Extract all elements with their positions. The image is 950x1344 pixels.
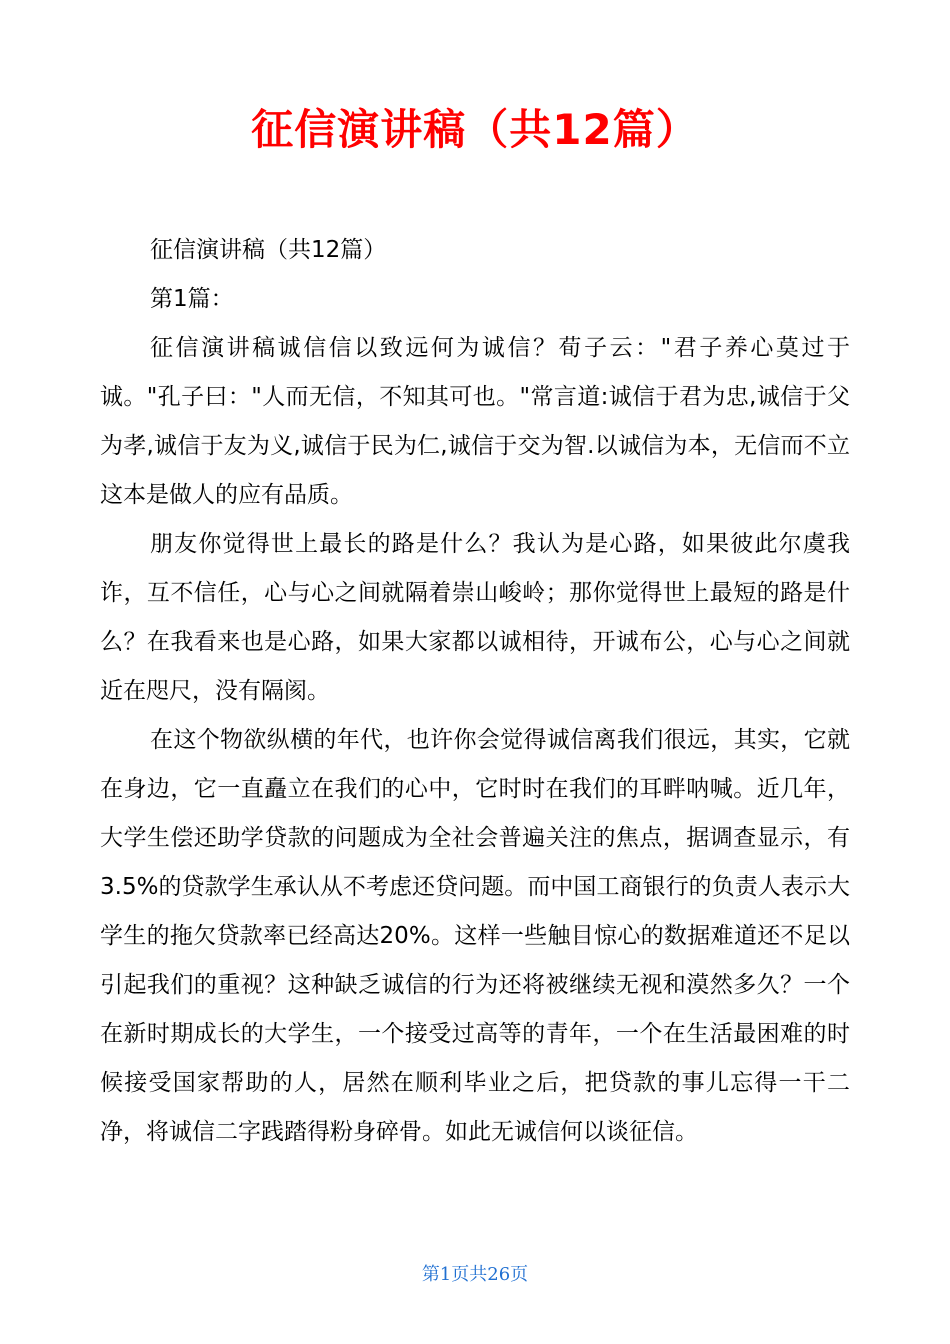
document-body xyxy=(100,226,850,1157)
page-number-footer: 第1页共26页 xyxy=(421,1264,529,1285)
section-heading: 第1篇： xyxy=(150,286,234,312)
body-paragraph: 在这个物欲纵横的年代，也许你会觉得诚信离我们很远，其实，它就在身边，它一直矗立在我们的心中，它时时在我们的耳畔呐喊。近几年，大学生偿还助学贷款的问题成为全社会普遍关注的焦点，据调查显示，有3.5%的贷款学生承认从不考虑还贷问题。而中国工商银行的负责人表示大学生的拖欠贷款率已经高达20%。这样一些触目惊心的数据难道还不足以引起我们的重视？这种缺乏诚信的行为还将被继续无视和漠然多久？一个在新时期成长的大学生，一个接受过高等的青年，一个在生活最困难的时候接受国家帮助的人，居然在顺利毕业之后，把贷款的事儿忘得一干二净，将诚信二字践踏得粉身碎骨。如此无诚信何以谈征信。 xyxy=(100,727,850,1145)
body-paragraph: 朋友你觉得世上最长的路是什么？我认为是心路，如果彼此尔虞我诈，互不信任，心与心之间就隔着崇山峻岭；那你觉得世上最短的路是什么？在我看来也是心路，如果大家都以诚相待，开诚布公，心与心之间就近在咫尺，没有隔阂。 xyxy=(100,531,850,704)
body-paragraph: 征信演讲稿诚信信以致远何为诚信？荀子云："君子养心莫过于诚。"孔子曰："人而无信，不知其可也。"常言道:诚信于君为忠,诚信于父为孝,诚信于友为义,诚信于民为仁,诚信于交为智.以诚信为本，无信而不立这本是做人的应有品质。 xyxy=(100,335,850,508)
page-title: 征信演讲稿（共12篇） xyxy=(251,105,699,154)
subtitle-paragraph: 征信演讲稿（共12篇） xyxy=(150,237,387,263)
